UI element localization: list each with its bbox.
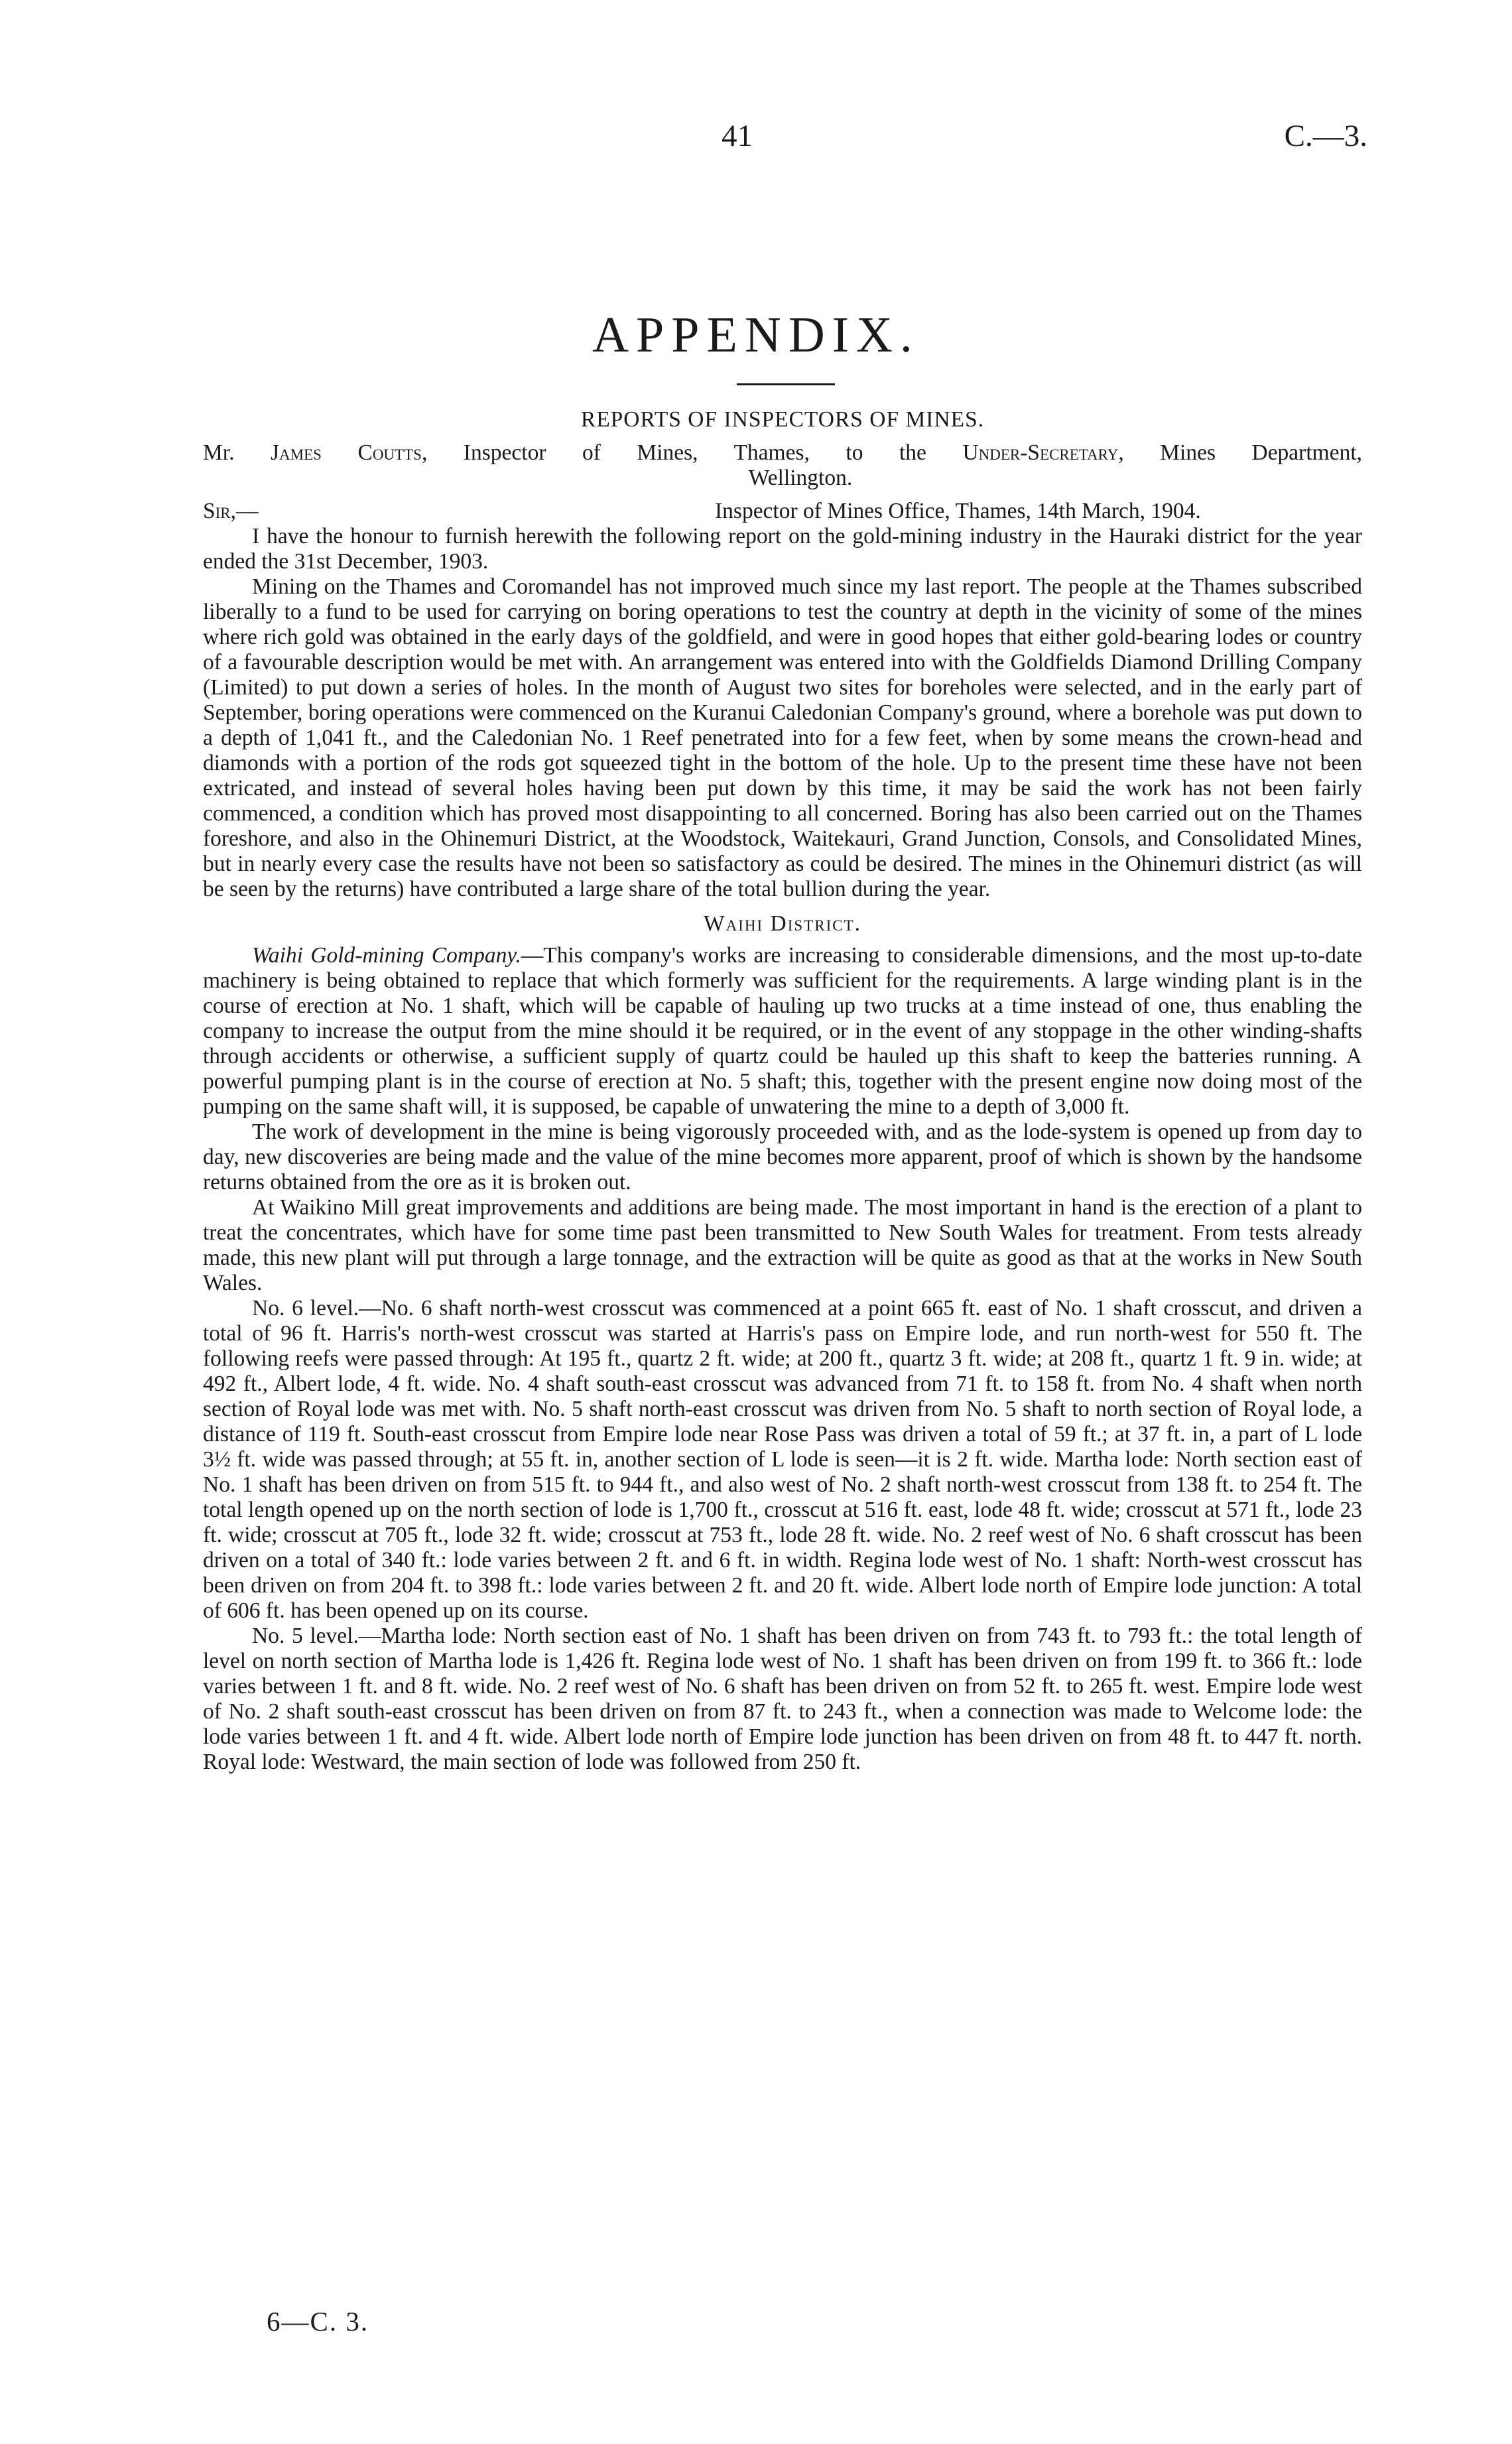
- from-line: [203, 440, 1362, 466]
- office-date: Inspector of Mines Office, Thames, 14th March, 1904.: [715, 499, 1201, 523]
- paragraph-development: The work of development in the mine is being vigorously proceeded with, and as the lode-system is opened up from day to day, new discoveries are being made and the value of the mine becomes more apparent, proof of which is shown by the handsome returns obtained from the ore as it is broken out.: [203, 1120, 1362, 1194]
- footer-signature: 6—C. 3.: [267, 2306, 369, 2337]
- document-reference: C.—3.: [1284, 119, 1367, 153]
- page-number: 41: [722, 119, 753, 153]
- recipient-title: Under-Secretary: [962, 440, 1119, 465]
- salutation: Sir,—: [203, 499, 259, 523]
- paragraph-waikino: At Waikino Mill great improvements and additions are being made. The most important in hand is the erection of a plant to treat the concentrates, which have for some time past been transmitted to New South Wales for treatment. From tests already made, this new plant will put through a large tonnage, and the extraction will be quite as good as that at the works in New South Wales.: [203, 1195, 1362, 1295]
- paragraph-thames: Mining on the Thames and Coromandel has not improved much since my last report. The people at the Thames subscribed liberally to a fund to be used for carrying on boring operations to test the country at depth in the vicinity of some of the mines where rich gold was obtained in the early days of the goldfield, and were in good hopes that either gold-bearing lodes or country of a favourable description would be met with. An arrangement was entered into with the Goldfields Diamond Drilling Company (Limited) to put down a series of holes. In the month of August two sites for boreholes were selected, and in the early part of September, boring operations were commenced on the Kuranui Caledonian Company's ground, where a borehole was put down to a depth of 1,041 ft., and the Caledonian No. 1 Reef penetrated into for a few feet, when by some means the crown-head and diamonds with a portion of the rods got squeezed tight in the bottom of the hole. Up to the present time these have not been extricated, and instead of several holes having been put down by this time, it may be said the work has not been fairly commenced, a condition which has proved most disappointing to all concerned. Boring has also been carried out on the Thames foreshore, and also in the Ohinemuri District, at the Woodstock, Waitekauri, Grand Junction, Consols, and Consolidated Mines, but in nearly every case the results have not been so satisfactory as could be desired. The mines in the Ohinemuri district (as will be seen by the returns) have contributed a large share of the total bullion during the year.: [203, 574, 1362, 901]
- paragraph-waihi-company: Waihi Gold-mining Company.—This company's works are increasing to considerable dimensions, and the most up-to-date machinery is being obtained to replace that which formerly was sufficient for the requirements. A large winding plant is in the course of erection at No. 1 shaft, which will be capable of hauling up two trucks at a time instead of one, thus enabling the company to increase the output from the mine should it be required, or in the event of any stoppage in the other winding-shafts through accidents or otherwise, a sufficient supply of quartz could be hauled up this shaft to keep the batteries running. A powerful pumping plant is in the course of erection at No. 5 shaft; this, together with the present engine now doing most of the pumping on the same shaft will, it is supposed, be capable of unwatering the mine to a depth of 3,000 ft.: [203, 943, 1363, 1119]
- title-rule: [737, 383, 835, 385]
- report-heading: REPORTS OF INSPECTORS OF MINES.: [580, 407, 985, 432]
- salutation-row: [203, 499, 1362, 524]
- district-heading: Waihi District.: [704, 911, 861, 936]
- paragraph-no6-level: No. 6 level.—No. 6 shaft north-west crosscut was commenced at a point 665 ft. east of No. 1 shaft crosscut, and driven a total of 96 ft. Harris's north-west crosscut was started at Harris's pass on Empire lode, and run north-west for 550 ft. The following reefs were passed through: At 195 ft., quartz 2 ft. wide; at 200 ft., quartz 3 ft. wide; at 208 ft., quartz 1 ft. 9 in. wide; at 492 ft., Albert lode, 4 ft. wide. No. 4 shaft south-east crosscut was advanced from 71 ft. to 158 ft. from No. 4 shaft when north section of Royal lode was met with. No. 5 shaft north-east crosscut was driven from No. 5 shaft to north section of Royal lode, a distance of 119 ft. South-east crosscut from Empire lode near Rose Pass was driven a total of 59 ft.; at 37 ft. in, a part of L lode 3½ ft. wide was passed through; at 55 ft. in, another section of L lode is seen—it is 2 ft. wide. Martha lode: North section east of No. 1 shaft has been driven on from 515 ft. to 944 ft., and also west of No. 2 shaft north-west crosscut from 138 ft. to 254 ft. The total length opened up on the north section of lode is 1,700 ft., crosscut at 516 ft. east, lode 48 ft. wide; crosscut at 571 ft., lode 23 ft. wide; crosscut at 705 ft., lode 32 ft. wide; crosscut at 753 ft., lode 28 ft. wide. No. 2 reef west of No. 6 shaft crosscut has been driven on a total of 340 ft.: lode varies between 2 ft. and 6 ft. in width. Regina lode west of No. 1 shaft: North-west crosscut has been driven on from 204 ft. to 398 ft.: lode varies between 2 ft. and 20 ft. wide. Albert lode north of Empire lode junction: A total of 606 ft. has been opened up on its course.: [203, 1296, 1362, 1623]
- appendix-title: APPENDIX.: [592, 307, 920, 363]
- author-name: James Coutts: [271, 440, 422, 465]
- company-name: Waihi Gold-mining Company.: [252, 943, 521, 968]
- report-body: [203, 407, 1362, 1775]
- from-city: Wellington.: [748, 466, 853, 490]
- from-line-text: Mr. James Coutts, Inspector of Mines, Thames, to the Under-Secretary, Mines Department,: [203, 440, 1362, 465]
- paragraph-no5-level: No. 5 level.—Martha lode: North section east of No. 1 shaft has been driven on from 743 ft. to 793 ft.: the total length of level on north section of Martha lode is 1,426 ft. Regina lode west of No. 1 shaft has been driven on from 199 ft. to 366 ft.: lode varies between 1 ft. and 8 ft. wide. No. 2 reef west of No. 6 shaft has been driven on from 52 ft. to 265 ft. west. Empire lode west of No. 2 shaft south-east crosscut has been driven on from 87 ft. to 243 ft., when a connection was made to Welcome lode: the lode varies between 1 ft. and 4 ft. wide. Albert lode north of Empire lode junction has been driven on from 48 ft. to 447 ft. north. Royal lode: Westward, the main section of lode was followed from 250 ft.: [203, 1624, 1362, 1774]
- paragraph-intro: I have the honour to furnish herewith the following report on the gold-mining industry in the Hauraki district for the year ended the 31st December, 1903.: [203, 524, 1362, 574]
